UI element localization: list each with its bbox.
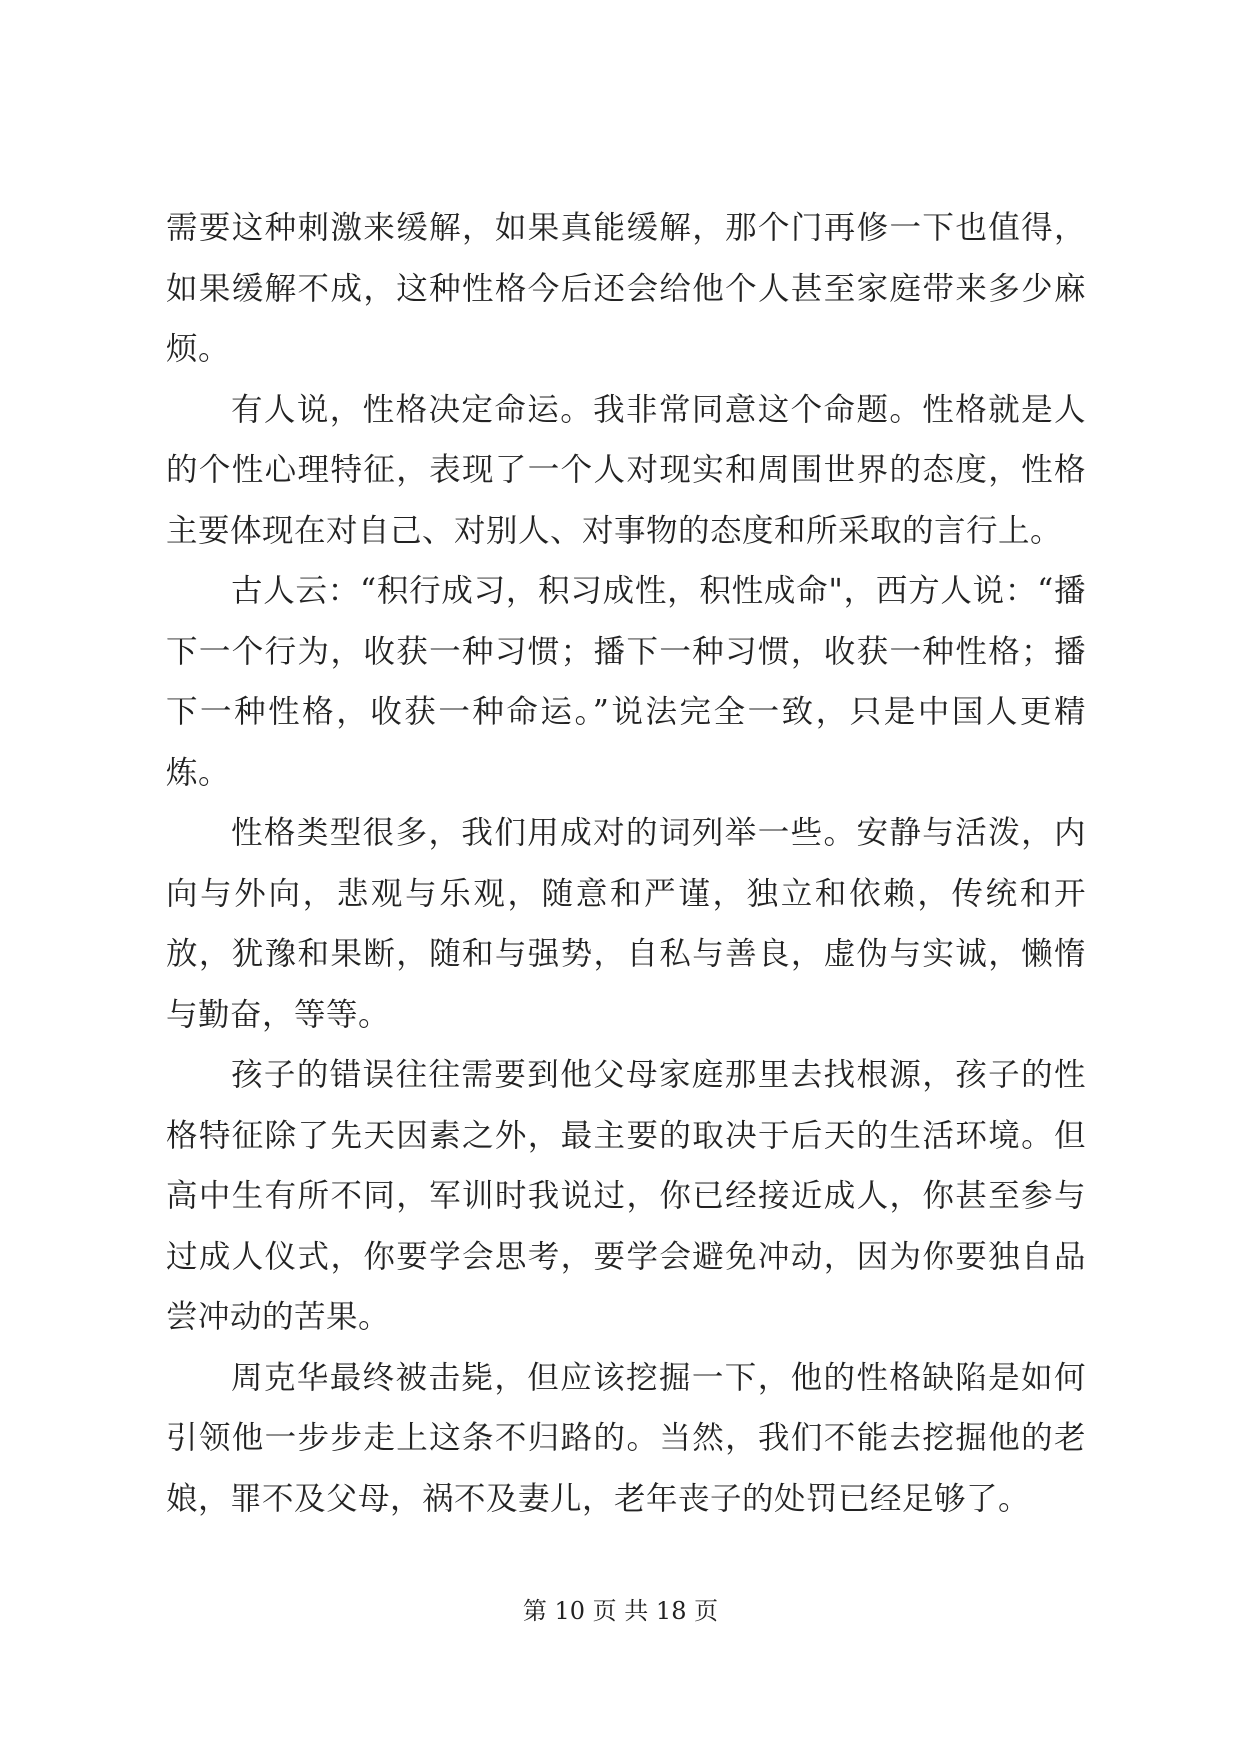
paragraph-6: 周克华最终被击毙，但应该挖掘一下，他的性格缺陷是如何引领他一步步走上这条不归路的。当然，我们不能去挖掘他的老娘，罪不及父母，祸不及妻儿，老年丧子的处罚已经足够了。 [166, 1359, 1086, 1517]
page-number-footer: 第 10 页 共 18 页 [522, 1597, 719, 1625]
paragraph-1: 需要这种刺激来缓解，如果真能缓解，那个门再修一下也值得，如果缓解不成，这种性格今后还会给他个人甚至家庭带来多少麻烦。 [166, 210, 1086, 367]
document-body [166, 198, 1086, 1529]
paragraph-5: 孩子的错误往往需要到他父母家庭那里去找根源，孩子的性格特征除了先天因素之外，最主要的取决于后天的生活环境。但高中生有所不同，军训时我说过，你已经接近成人，你甚至参与过成人仪式，你要学会思考，要学会避免冲动，因为你要独自品尝冲动的苦果。 [166, 1057, 1086, 1335]
paragraph-2: 有人说，性格决定命运。我非常同意这个命题。性格就是人的个性心理特征，表现了一个人对现实和周围世界的态度，性格主要体现在对自己、对别人、对事物的态度和所采取的言行上。 [166, 391, 1086, 549]
paragraph-3: 古人云：“积行成习，积习成性，积性成命"，西方人说：“播下一个行为，收获一种习惯；播下一种习惯，收获一种性格；播下一种性格，收获一种命运。”说法完全一致，只是中国人更精炼。 [166, 573, 1086, 791]
paragraph-4: 性格类型很多，我们用成对的词列举一些。安静与活泼，内向与外向，悲观与乐观，随意和严谨，独立和依赖，传统和开放，犹豫和果断，随和与强势，自私与善良，虚伪与实诚，懒惰与勤奋，等等。 [166, 815, 1086, 1033]
